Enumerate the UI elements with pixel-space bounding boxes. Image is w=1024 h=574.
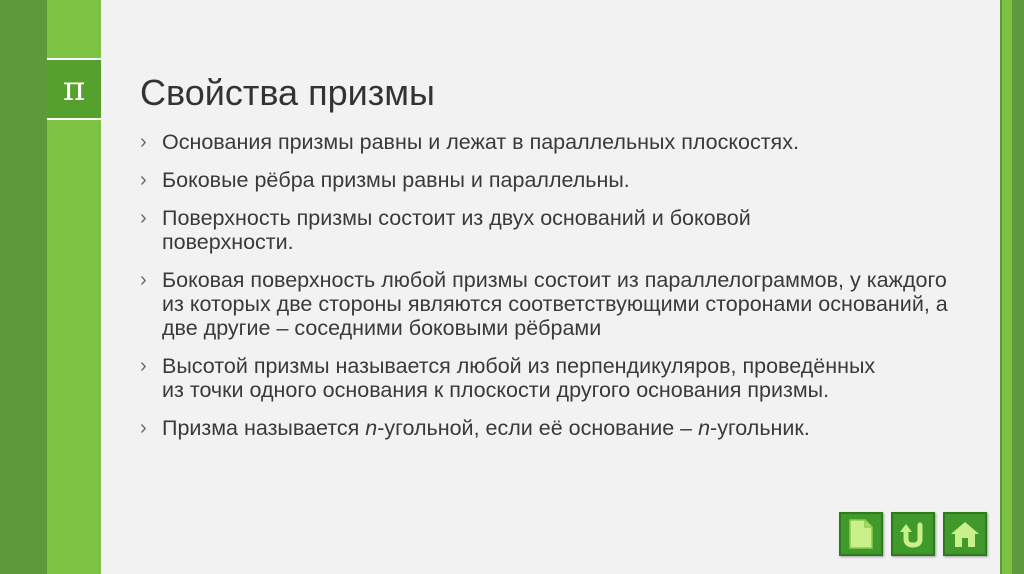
bullet-marker: › — [140, 169, 147, 191]
home-button[interactable] — [943, 512, 987, 556]
bullet-item — [140, 206, 970, 254]
bullet-marker: › — [140, 355, 147, 377]
bullet-text-part: -угольник. — [710, 416, 810, 440]
bullet-item — [140, 268, 970, 340]
left-stripe-dark — [0, 0, 47, 574]
return-button[interactable] — [891, 512, 935, 556]
bullet-item — [140, 354, 970, 402]
bullet-text — [162, 416, 810, 440]
slide-title: Свойства призмы — [140, 72, 435, 113]
bullet-text: Основания призмы равны и лежат в параллельных плоскостях. — [162, 130, 799, 154]
nav-buttons — [839, 512, 987, 556]
variable-n: n — [365, 416, 378, 440]
return-icon — [898, 519, 928, 549]
document-icon — [847, 518, 875, 550]
bullet-text-part: -угольной, если её основание – — [377, 416, 699, 440]
bullet-text: Высотой призмы называется любой из перпендикуляров, проведённых из точки одного основания к плоскости другого основания призмы. — [162, 354, 876, 402]
bullet-marker: › — [140, 207, 147, 229]
bullet-item — [140, 416, 970, 440]
bullet-item — [140, 168, 970, 192]
home-icon — [949, 519, 981, 549]
bullet-marker: › — [140, 131, 147, 153]
pi-badge — [47, 58, 101, 120]
bullet-text: Поверхность призмы состоит из двух оснований и боковой поверхности. — [162, 206, 751, 254]
bullet-item — [140, 130, 970, 154]
document-button[interactable] — [839, 512, 883, 556]
variable-n: n — [698, 416, 711, 440]
bullet-text: Боковая поверхность любой призмы состоит из параллелограммов, у каждого из которых две стороны являются соответствующими сторонами оснований, а две другие – соседними боковыми рёбрами — [162, 268, 948, 340]
bullet-marker: › — [140, 269, 147, 291]
bullet-text-part: Призма называется — [162, 416, 366, 440]
pi-icon: π — [62, 69, 86, 109]
right-stripe-light — [1002, 0, 1012, 574]
bullet-marker: › — [140, 417, 147, 439]
bullet-text: Боковые рёбра призмы равны и параллельны. — [162, 168, 630, 192]
bullet-list — [140, 130, 970, 454]
